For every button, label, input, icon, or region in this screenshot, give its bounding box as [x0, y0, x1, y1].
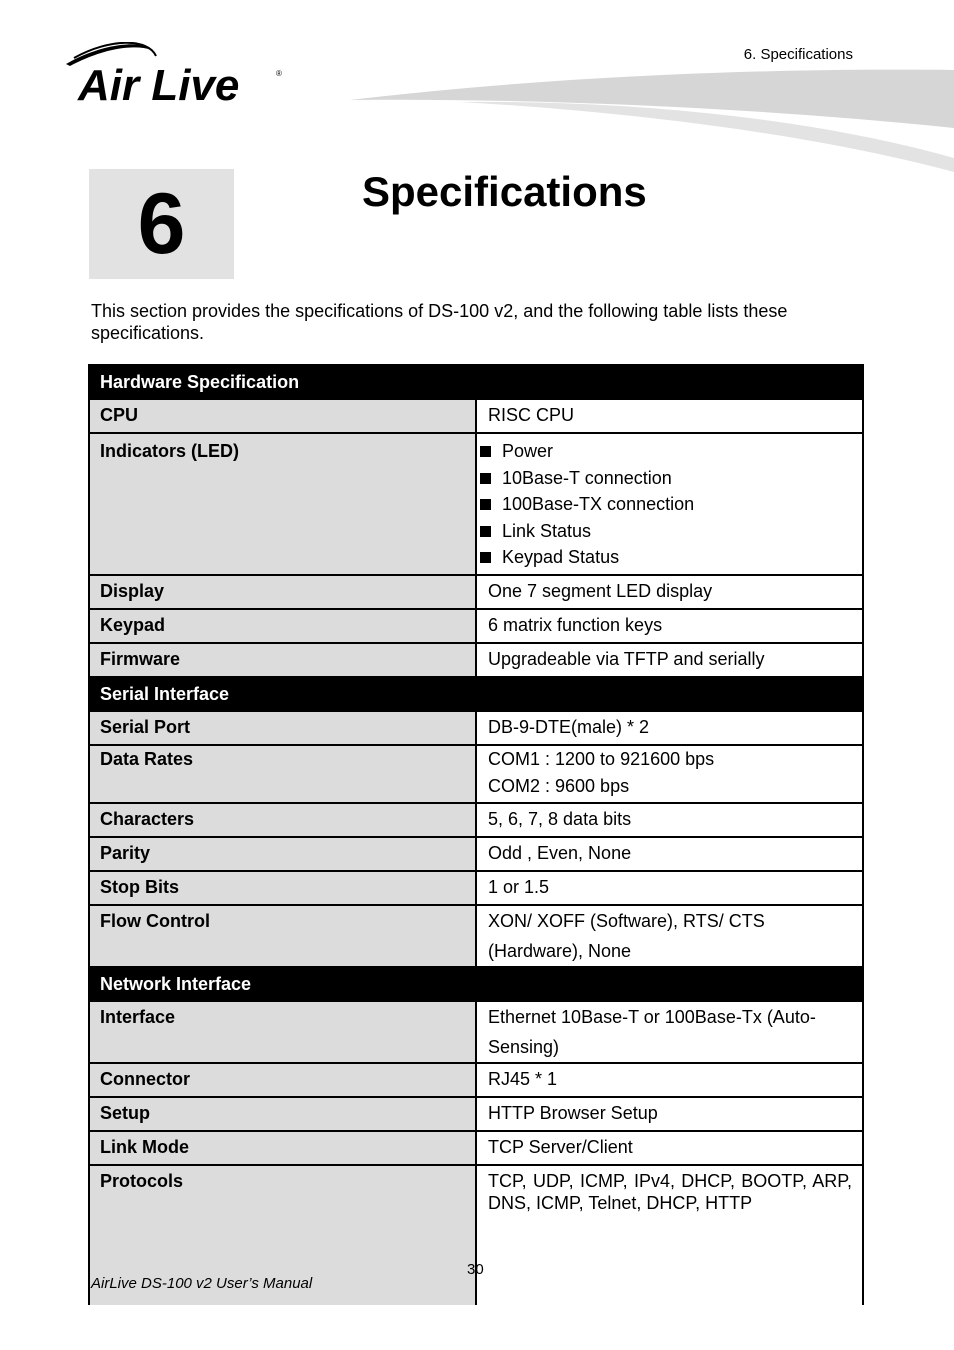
- header-section-label: 6. Specifications: [743, 46, 853, 63]
- list-item: Link Status: [488, 518, 852, 545]
- table-row: [89, 433, 863, 575]
- spec-value: One 7 segment LED display: [476, 575, 863, 609]
- spec-key: Serial Port: [89, 711, 476, 745]
- spec-value: HTTP Browser Setup: [476, 1097, 863, 1131]
- data-rate-line: COM1 : 1200 to 921600 bps: [488, 749, 715, 769]
- spec-key: Indicators (LED): [89, 433, 476, 575]
- svg-text:®: ®: [276, 69, 282, 78]
- section-header-hardware: [89, 365, 863, 399]
- page-number: 30: [467, 1261, 484, 1278]
- table-row: [89, 1063, 863, 1097]
- spec-value: 6 matrix function keys: [476, 609, 863, 643]
- spec-key: Keypad: [89, 609, 476, 643]
- table-row: [89, 745, 863, 803]
- section-heading: Serial Interface: [89, 677, 863, 711]
- table-row: [89, 399, 863, 433]
- spec-value: 5, 6, 7, 8 data bits: [476, 803, 863, 837]
- spec-key: Display: [89, 575, 476, 609]
- list-item: 10Base-T connection: [488, 465, 852, 492]
- spec-value: RISC CPU: [476, 399, 863, 433]
- spec-key: Stop Bits: [89, 871, 476, 905]
- section-heading: Network Interface: [89, 967, 863, 1001]
- spec-key: CPU: [89, 399, 476, 433]
- section-header-serial: [89, 677, 863, 711]
- table-row: [89, 575, 863, 609]
- table-row: [89, 609, 863, 643]
- spec-value: RJ45 * 1: [476, 1063, 863, 1097]
- spec-value: DB-9-DTE(male) * 2: [476, 711, 863, 745]
- table-row: [89, 1097, 863, 1131]
- table-row: [89, 1001, 863, 1063]
- table-row: [89, 905, 863, 967]
- chapter-title: Specifications: [362, 168, 647, 215]
- spec-key: Setup: [89, 1097, 476, 1131]
- intro-paragraph: This section provides the specifications of DS-100 v2, and the following table lists these specifications.: [91, 301, 788, 343]
- svg-text:Air Live: Air Live: [78, 61, 240, 106]
- spec-value: Ethernet 10Base-T or 100Base-Tx (Auto-Sensing): [476, 1001, 863, 1063]
- data-rate-line: COM2 : 9600 bps: [488, 776, 630, 796]
- spec-key: Link Mode: [89, 1131, 476, 1165]
- spec-value: [476, 433, 863, 575]
- list-item: 100Base-TX connection: [488, 491, 852, 518]
- specifications-table: [88, 364, 864, 1305]
- spec-value: TCP Server/Client: [476, 1131, 863, 1165]
- list-item: Keypad Status: [488, 544, 852, 571]
- spec-key: Interface: [89, 1001, 476, 1063]
- chapter-number: 6: [89, 169, 234, 279]
- table-row: [89, 643, 863, 677]
- footer-manual-title: AirLive DS-100 v2 User’s Manual: [91, 1275, 313, 1292]
- spec-key: Firmware: [89, 643, 476, 677]
- table-row: [89, 711, 863, 745]
- spec-key: Parity: [89, 837, 476, 871]
- spec-key: Connector: [89, 1063, 476, 1097]
- table-row: [89, 871, 863, 905]
- spec-value: XON/ XOFF (Software), RTS/ CTS (Hardware), None: [476, 905, 863, 967]
- spec-key: Characters: [89, 803, 476, 837]
- spec-value: Odd , Even, None: [476, 837, 863, 871]
- airlive-logo: [64, 42, 294, 106]
- spec-value: TCP, UDP, ICMP, IPv4, DHCP, BOOTP, ARP, DNS, ICMP, Telnet, DHCP, HTTP: [476, 1165, 863, 1305]
- list-item: Power: [488, 438, 852, 465]
- spec-key: Flow Control: [89, 905, 476, 967]
- spec-value: [476, 745, 863, 803]
- spec-value: 1 or 1.5: [476, 871, 863, 905]
- spec-value: Upgradeable via TFTP and serially: [476, 643, 863, 677]
- table-row: [89, 1131, 863, 1165]
- spec-key: Data Rates: [89, 745, 476, 803]
- section-header-network: [89, 967, 863, 1001]
- table-row: [89, 837, 863, 871]
- table-row: [89, 803, 863, 837]
- spec-key: Protocols: [89, 1165, 476, 1305]
- section-heading: Hardware Specification: [89, 365, 863, 399]
- led-indicator-list: [488, 434, 852, 571]
